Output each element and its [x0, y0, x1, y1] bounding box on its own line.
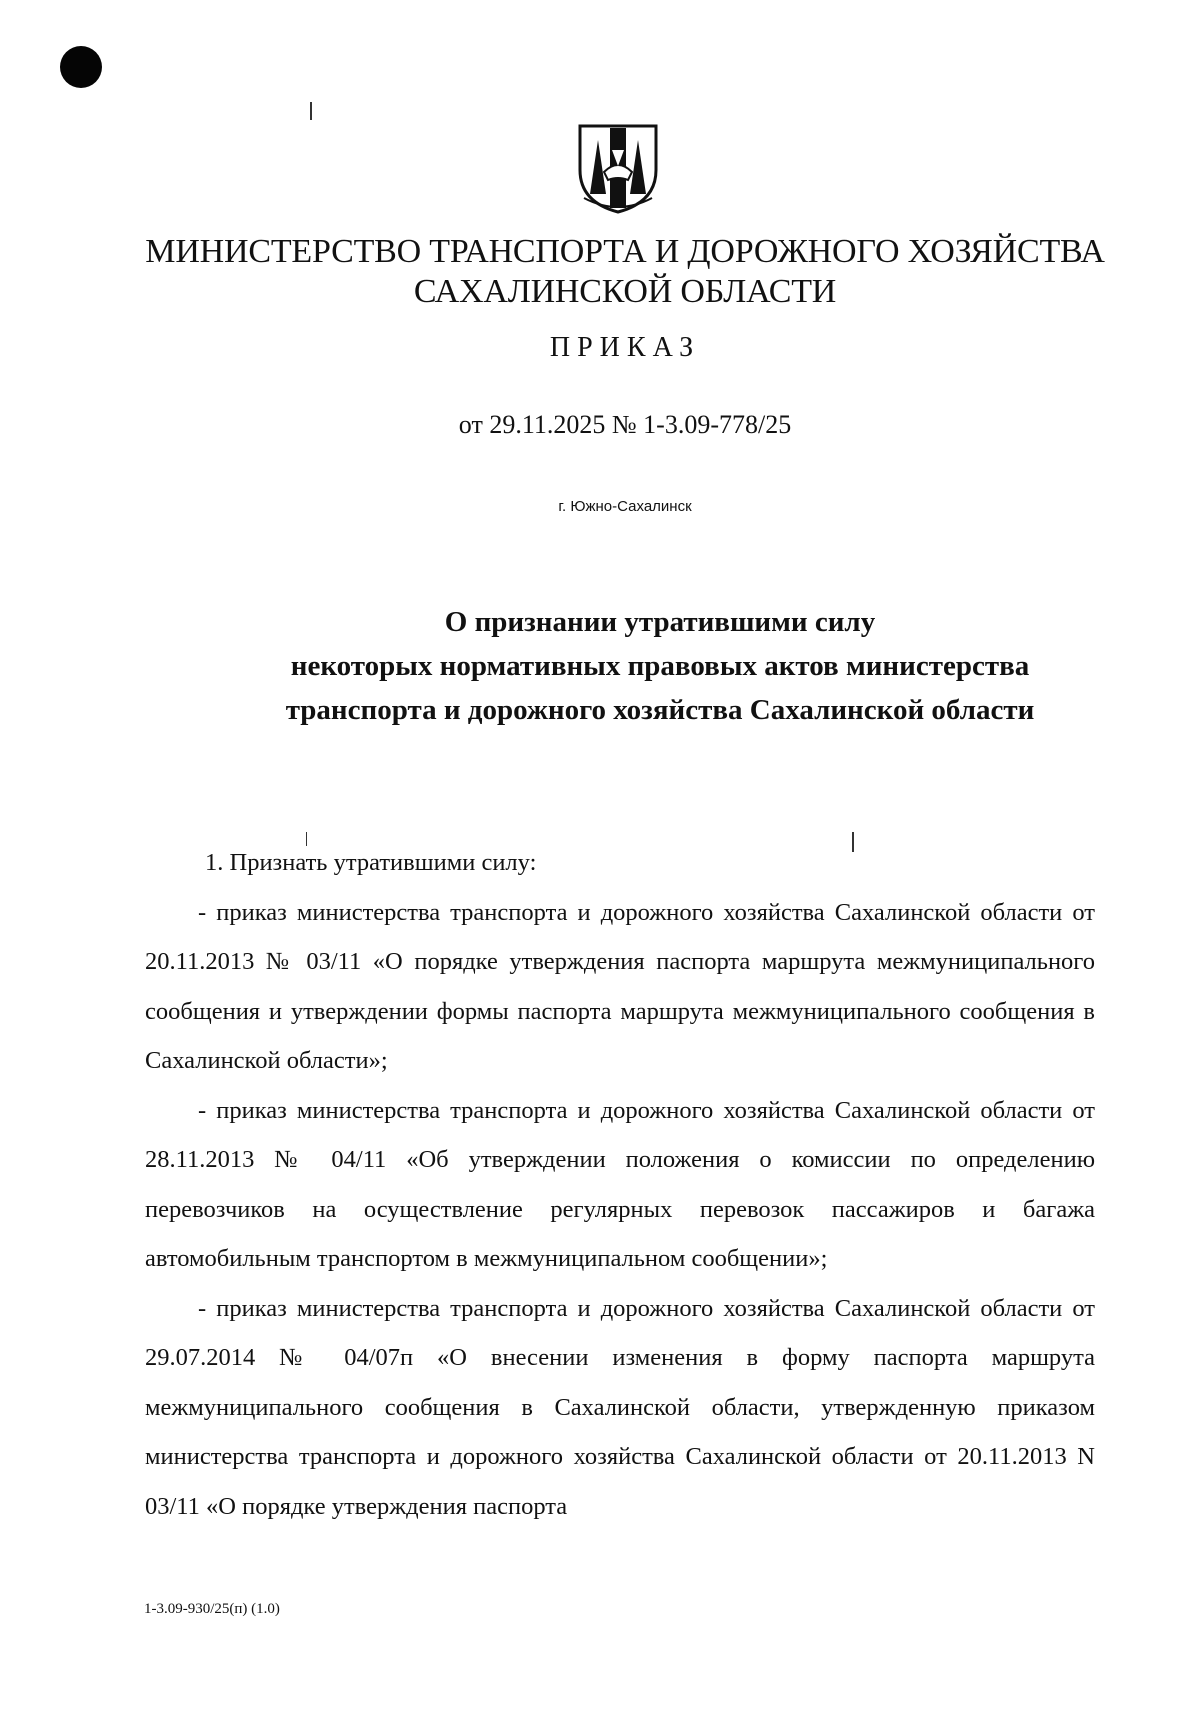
repealed-order-item: - приказ министерства транспорта и дорожного хозяйства Сахалинской области от 28.11.2013 № 04/11 «Об утверждении положения о комиссии по определению перевозчиков на осуществление регулярных перевозок пассажиров и багажа автомобильным транспортом в межмуниципальном сообщении»; — [145, 1096, 1095, 1272]
ministry-line-2: САХАЛИНСКОЙ ОБЛАСТИ — [413, 273, 837, 310]
ministry-line-1: МИНИСТЕРСТВО ТРАНСПОРТА И ДОРОЖНОГО ХОЗЯЙСТВА — [145, 233, 1105, 270]
order-label: ПРИКАЗ — [549, 332, 701, 363]
repealed-order-item: - приказ министерства транспорта и дорожного хозяйства Сахалинской области от 20.11.2013 № 03/11 «О порядке утверждения паспорта маршрута межмуниципального сообщения и утверждении формы паспорта маршрута межмуниципального сообщения в Сахалинской области»; — [145, 898, 1095, 1074]
scan-artifact — [310, 102, 312, 120]
scan-artifact — [852, 832, 854, 852]
ministry-name — [0, 232, 1200, 312]
title-line-1: О признании утратившими силу — [444, 606, 876, 638]
sakhalin-coat-of-arms-icon — [574, 120, 662, 216]
title-line-3: транспорта и дорожного хозяйства Сахалинской области — [285, 694, 1035, 726]
punch-hole-mark — [60, 46, 102, 88]
order-body — [145, 838, 1095, 1531]
order-number: от 29.11.2025 № 1-3.09-778/25 — [458, 410, 792, 439]
repealed-order-item: - приказ министерства транспорта и дорожного хозяйства Сахалинской области от 29.07.2014 № 04/07п «О внесении изменения в форму паспорта маршрута межмуниципального сообщения в Сахалинской области, утвержденную приказом министерства транспорта и дорожного хозяйства Сахалинской области от 20.11.2013 N 03/11 «О порядке утверждения паспорта — [145, 1294, 1095, 1520]
title-line-2: некоторых нормативных правовых актов министерства — [290, 650, 1030, 682]
scan-artifact — [306, 832, 307, 846]
order-title — [210, 600, 1110, 732]
city-name: г. Южно-Сахалинск — [558, 498, 692, 515]
point-1: 1. Признать утратившими силу: — [205, 849, 537, 876]
document-code: 1-3.09-930/25(п) (1.0) — [144, 1601, 280, 1617]
